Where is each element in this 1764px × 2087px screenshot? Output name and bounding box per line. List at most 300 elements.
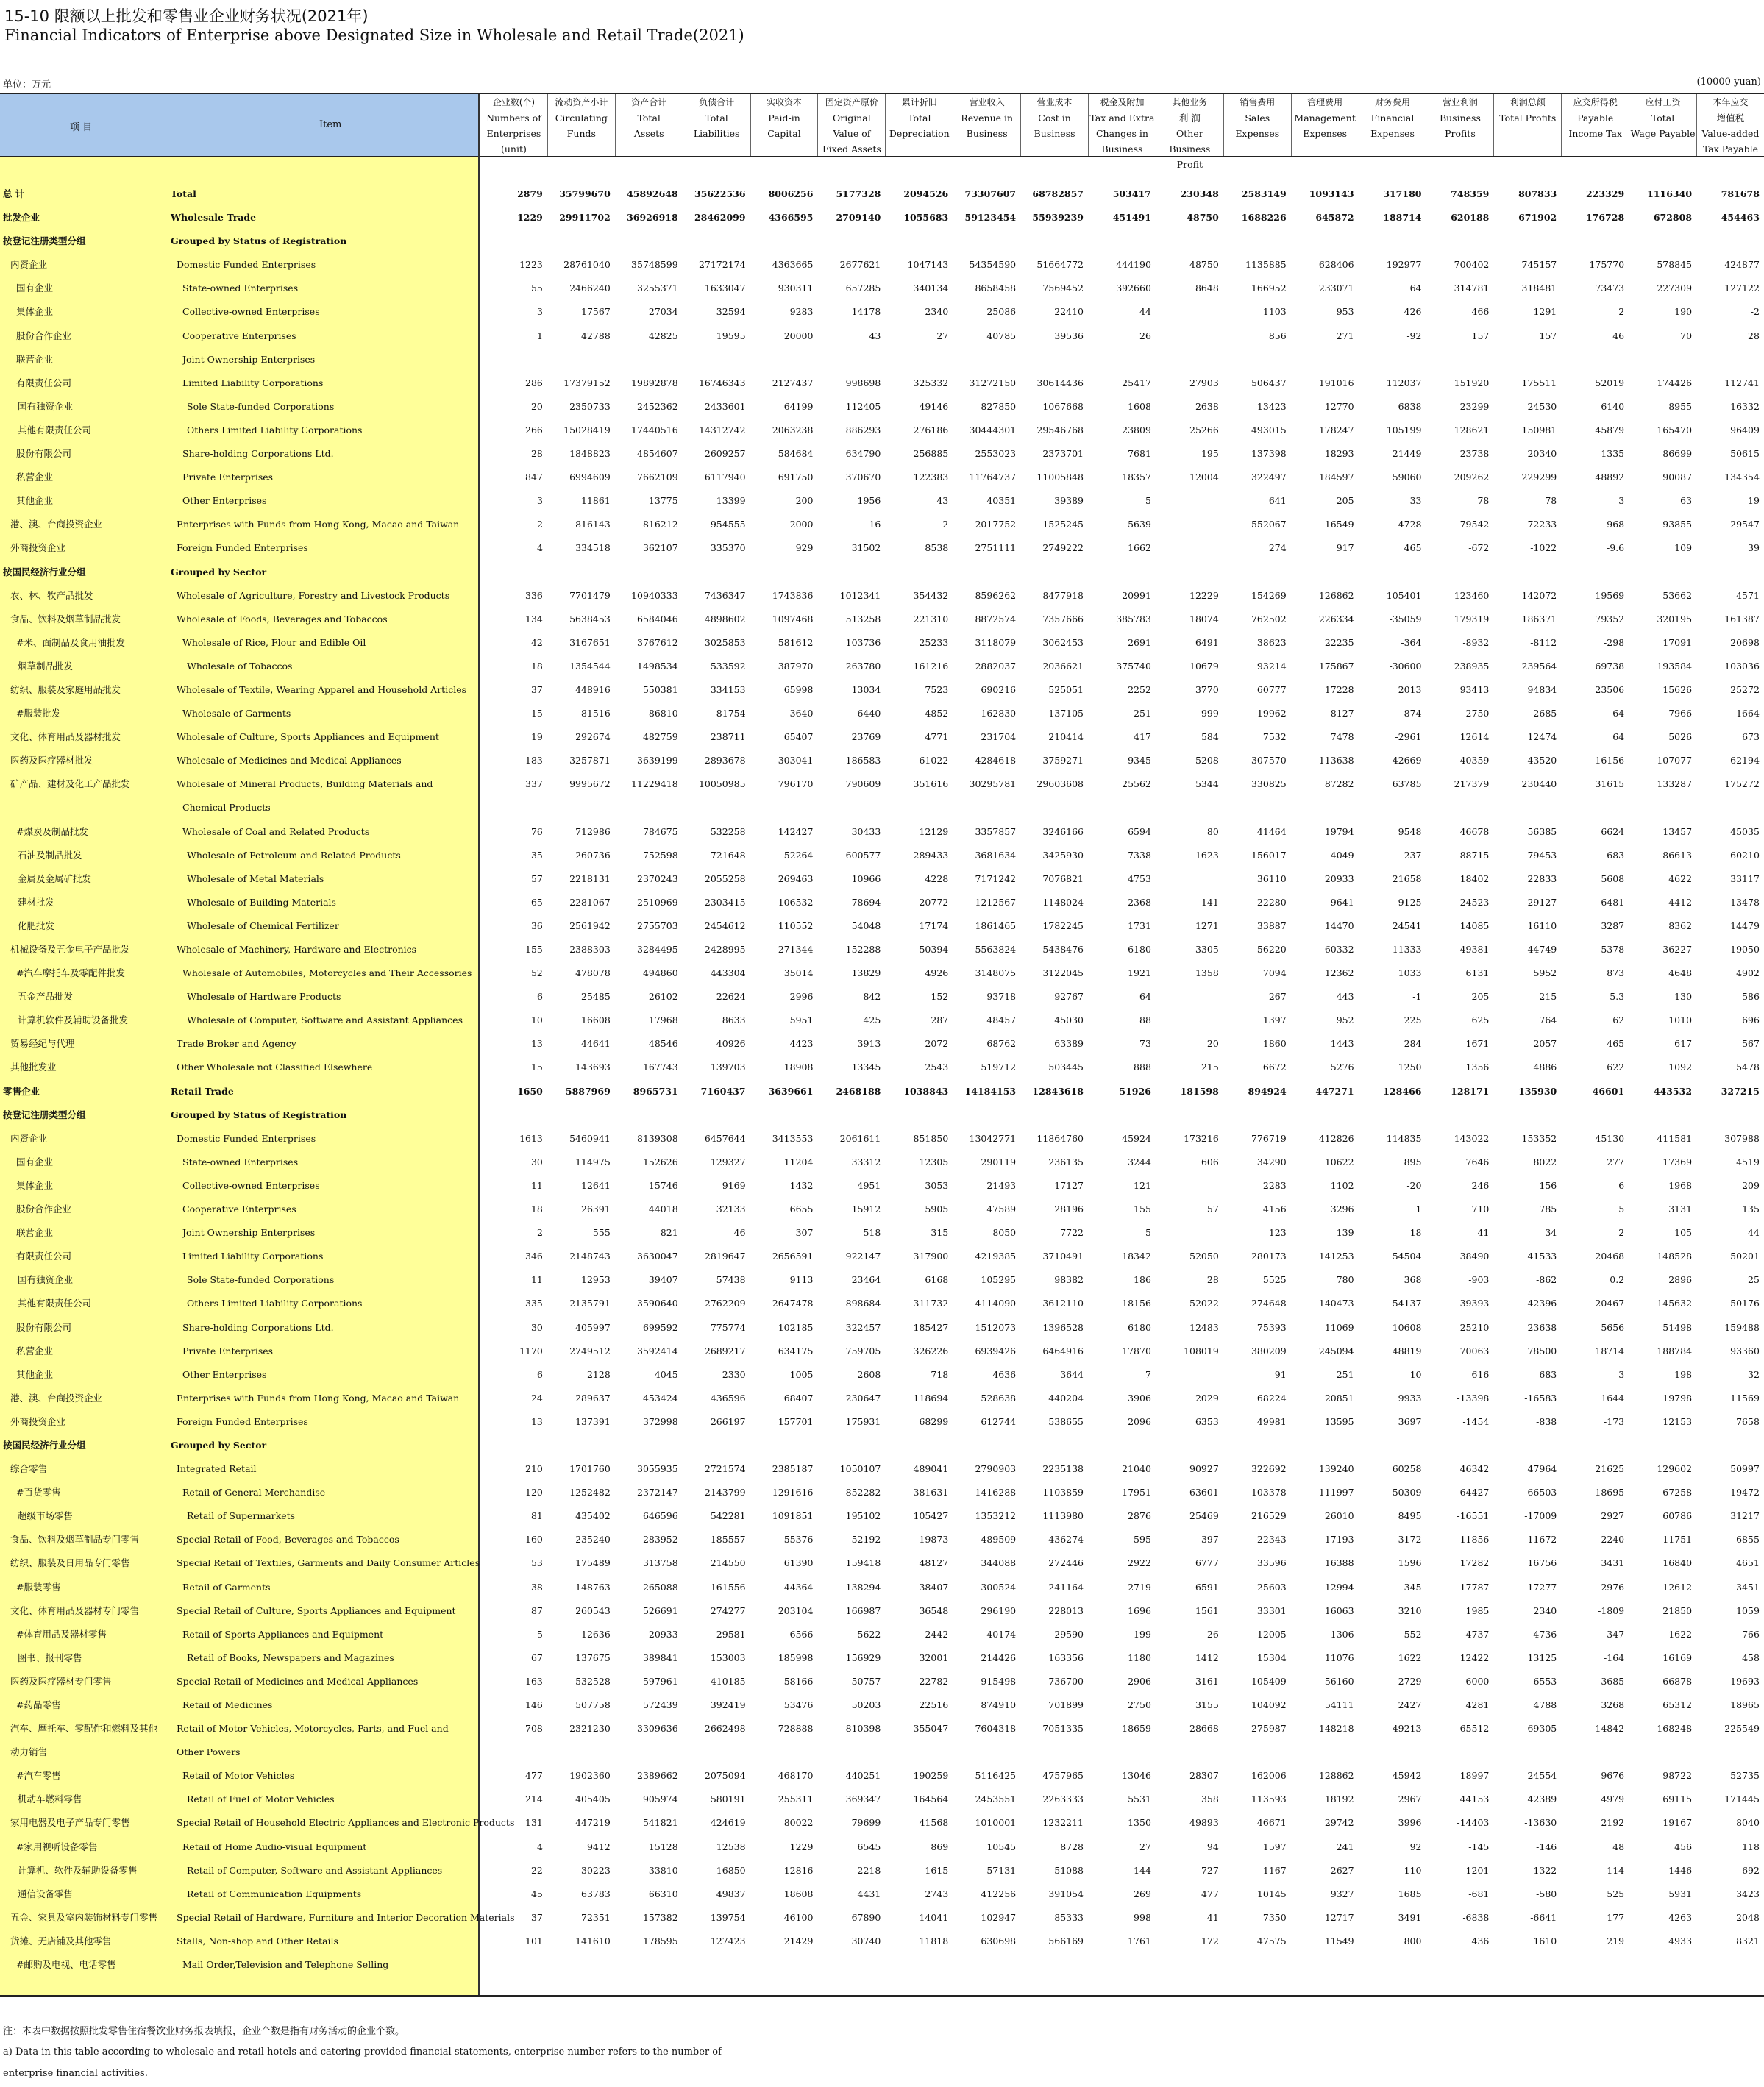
column-header-en: Total	[705, 113, 728, 124]
cell-value: 17277	[1527, 1581, 1557, 1593]
cell-value: 2762209	[704, 1298, 746, 1309]
cell-value: 351616	[913, 778, 949, 790]
cell-value: 6672	[1262, 1062, 1287, 1073]
cell-value: 2	[536, 1227, 543, 1239]
cell-value: 886293	[845, 424, 881, 435]
column-header-cn: 财务费用	[1375, 97, 1411, 107]
cell-value: 20340	[1527, 448, 1557, 460]
cell-value: 4412	[1668, 896, 1693, 908]
cell-value: 2281067	[569, 896, 611, 908]
cell-value: 2996	[789, 991, 814, 1003]
cell-value: 267	[1268, 991, 1287, 1003]
cell-value: 45035	[1730, 825, 1760, 837]
cell-value: 2094526	[903, 188, 949, 199]
row-label-en: Cooperative Enterprises	[182, 1204, 296, 1215]
cell-value: 477	[525, 1770, 543, 1782]
cell-value: 597961	[642, 1675, 678, 1687]
row-label-en: Private Enterprises	[182, 472, 274, 483]
cell-value: 93718	[986, 991, 1017, 1003]
row-values	[480, 678, 1764, 702]
cell-value: 4648	[1668, 967, 1693, 979]
cell-value: -4737	[1462, 1628, 1490, 1640]
cell-value: 65312	[1662, 1699, 1693, 1710]
cell-value: 29603608	[1036, 778, 1084, 790]
table-row	[0, 395, 1764, 419]
cell-value: 33810	[648, 1864, 678, 1876]
cell-value: 821	[660, 1227, 678, 1239]
cell-value: 683	[1539, 1368, 1557, 1380]
cell-value: 21625	[1595, 1463, 1625, 1475]
cell-value: 2709140	[836, 212, 881, 224]
row-values	[480, 1292, 1764, 1315]
cell-value: 3630047	[637, 1251, 678, 1262]
cell-value: 8040	[1736, 1817, 1760, 1829]
cell-value: 3996	[1398, 1817, 1422, 1829]
column-header-en: Business	[1439, 113, 1481, 124]
cell-value: 128466	[1383, 1085, 1422, 1097]
cell-value: 2340	[925, 306, 949, 318]
cell-value: 8596262	[975, 589, 1017, 601]
cell-value: 368	[1404, 1274, 1422, 1286]
cell-value: 2882037	[975, 660, 1017, 672]
cell-value: 63785	[1392, 778, 1422, 790]
cell-value: 322497	[1251, 472, 1287, 483]
cell-value: 30614436	[1036, 377, 1084, 388]
cell-value: 369347	[845, 1793, 881, 1805]
cell-value: 17968	[648, 1014, 678, 1026]
cell-value: 13478	[1730, 896, 1760, 908]
cell-value: 23638	[1527, 1321, 1557, 1333]
cell-value: 311732	[913, 1298, 949, 1309]
column-header-cn: 企业数(个)	[492, 97, 536, 107]
cell-value: 2263333	[1042, 1793, 1084, 1805]
cell-value: 3640	[789, 708, 814, 719]
cell-value: 18402	[1459, 872, 1490, 884]
cell-value: 39407	[648, 1274, 678, 1286]
cell-value: 12636	[581, 1628, 611, 1640]
cell-value: 4431	[857, 1888, 881, 1899]
cell-value: 672808	[1653, 212, 1693, 224]
row-label-en: Wholesale of Garments	[182, 708, 291, 719]
cell-value: 17228	[1324, 683, 1354, 695]
cell-value: 93855	[1662, 519, 1693, 530]
cell-value: 2303415	[704, 896, 746, 908]
row-values	[480, 725, 1764, 749]
cell-value: 641	[1268, 495, 1287, 507]
cell-value: 52192	[851, 1534, 881, 1546]
cell-value: 5116425	[975, 1770, 1017, 1782]
cell-value: 580191	[710, 1793, 746, 1805]
row-label-en: Wholesale of Machinery, Hardware and Electronics	[177, 944, 417, 955]
cell-value: 952	[1336, 1014, 1354, 1026]
cell-value: 47575	[1256, 1935, 1287, 1946]
cell-value: 26102	[648, 991, 678, 1003]
cell-value: 112037	[1386, 377, 1422, 388]
cell-value: 9125	[1398, 896, 1422, 908]
cell-value: 466	[1471, 306, 1490, 318]
row-label-cn: 图书、报刊零售	[18, 1652, 82, 1663]
cell-value: 269	[1134, 1888, 1151, 1899]
cell-value: 444190	[1116, 259, 1151, 271]
row-label-en: Grouped by Status of Registration	[171, 1109, 347, 1120]
cell-value: 453424	[642, 1392, 678, 1404]
cell-value: 1229	[517, 212, 543, 224]
cell-value: -13398	[1457, 1392, 1490, 1404]
cell-value: 3759271	[1042, 755, 1084, 767]
table-title-english: Financial Indicators of Enterprise above Designated Size in Wholesale and Retail Trade(2021)	[4, 26, 744, 44]
cell-value: 157	[1539, 330, 1557, 341]
row-label-cn: #家用视听设备零售	[16, 1841, 98, 1852]
column-header-en: Expenses	[1370, 128, 1415, 139]
column-header-cn: 实收资本	[767, 97, 803, 107]
cell-value: 1397	[1262, 1014, 1287, 1026]
cell-value: 81	[530, 1510, 543, 1522]
cell-value: 3309636	[637, 1723, 678, 1735]
cell-value: 7357666	[1042, 613, 1084, 625]
cell-value: 37	[530, 683, 543, 695]
cell-value: 3767612	[637, 636, 678, 648]
cell-value: 895	[1404, 1156, 1422, 1167]
row-label-cn: 计算机软件及辅助设备批发	[18, 1014, 129, 1026]
cell-value: 1761	[1128, 1935, 1151, 1946]
cell-value: 1671	[1465, 1038, 1490, 1050]
cell-value: 2096	[1128, 1415, 1151, 1427]
row-values	[480, 1080, 1764, 1103]
cell-value: 13125	[1527, 1652, 1557, 1663]
column-header-cn: 其他业务	[1172, 97, 1208, 107]
cell-value: 888	[1134, 1062, 1151, 1073]
table-row	[0, 1363, 1764, 1387]
cell-value: 690216	[981, 683, 1017, 695]
row-label-cn: 五金产品批发	[18, 991, 74, 1003]
row-label-en: Special Retail of Hardware, Furniture and Interior Decoration Materials	[177, 1911, 515, 1923]
cell-value: 4788	[1533, 1699, 1557, 1710]
cell-value: 98722	[1662, 1770, 1693, 1782]
cell-value: 12717	[1324, 1911, 1354, 1923]
row-label-cn: 国有企业	[16, 282, 54, 294]
cell-value: 245094	[1318, 1345, 1354, 1357]
cell-value: 6584046	[637, 613, 678, 625]
cell-value: 572439	[642, 1699, 678, 1710]
cell-value: 92	[1409, 1841, 1422, 1852]
cell-value: 15626	[1662, 683, 1693, 695]
cell-value: 20933	[1324, 872, 1354, 884]
row-label-cn: 建材批发	[18, 896, 55, 908]
cell-value: 143022	[1454, 1132, 1490, 1144]
cell-value: 3210	[1398, 1604, 1422, 1616]
cell-value: 790609	[845, 778, 881, 790]
cell-value: 109	[1674, 542, 1693, 554]
cell-value: 9327	[1330, 1888, 1354, 1899]
table-row	[0, 1316, 1764, 1340]
cell-value: 1432	[789, 1179, 814, 1191]
cell-value: 18695	[1595, 1487, 1625, 1498]
table-row	[0, 1906, 1764, 1930]
column-header	[1088, 94, 1156, 156]
cell-value: 3122045	[1042, 967, 1084, 979]
cell-value: 335370	[710, 542, 746, 554]
cell-value: 22	[530, 1864, 543, 1876]
cell-value: 44	[1748, 1227, 1760, 1239]
cell-value: 48750	[1189, 259, 1219, 271]
cell-value: 6	[536, 1368, 543, 1380]
cell-value: 2608	[857, 1368, 881, 1380]
cell-value: 20468	[1595, 1251, 1625, 1262]
cell-value: 20467	[1595, 1298, 1625, 1309]
row-label-cn: 外商投资企业	[10, 542, 66, 554]
cell-value: 69305	[1527, 1723, 1557, 1735]
cell-value: 55	[530, 282, 543, 294]
cell-value: 4898602	[704, 613, 746, 625]
cell-value: 103036	[1724, 660, 1760, 672]
table-row	[0, 1741, 1764, 1764]
cell-value: 195102	[845, 1510, 881, 1522]
cell-value: 16169	[1662, 1652, 1693, 1663]
row-values	[480, 182, 1764, 206]
cell-value: 42	[530, 636, 543, 648]
cell-value: 19	[1748, 495, 1760, 507]
cell-value: 188714	[1383, 212, 1422, 224]
cell-value: 35014	[783, 967, 814, 979]
cell-value: 2647478	[772, 1298, 814, 1309]
cell-value: 318481	[1521, 282, 1557, 294]
cell-value: 53	[530, 1557, 543, 1569]
cell-value: 139754	[710, 1911, 746, 1923]
row-label-cn: 汽车、摩托车、零配件和燃料及其他	[10, 1723, 158, 1735]
cell-value: -862	[1536, 1274, 1557, 1286]
cell-value: 118694	[913, 1392, 949, 1404]
cell-value: 11	[530, 1274, 543, 1286]
row-values	[480, 702, 1764, 725]
table-row	[0, 749, 1764, 772]
row-values	[480, 1906, 1764, 1930]
cell-value: 4366595	[768, 212, 814, 224]
cell-value: 10622	[1324, 1156, 1354, 1167]
cell-value: 90087	[1662, 472, 1693, 483]
cell-value: 2388303	[569, 944, 611, 955]
table-row	[0, 584, 1764, 608]
table-row	[0, 1410, 1764, 1434]
cell-value: 625	[1471, 1014, 1490, 1026]
cell-value: 1608	[1128, 400, 1151, 412]
cell-value: 46342	[1459, 1463, 1490, 1475]
cell-value: 25562	[1122, 778, 1151, 790]
table-row	[0, 1221, 1764, 1245]
column-header-cn: 营业利润	[1442, 97, 1478, 107]
cell-value: 3425930	[1042, 849, 1084, 861]
cell-value: 29127	[1527, 896, 1557, 908]
row-values	[480, 772, 1764, 796]
cell-value: 3246166	[1042, 825, 1084, 837]
cell-value: 25233	[919, 636, 949, 648]
cell-value: 230348	[1180, 188, 1219, 199]
cell-value: 1059	[1736, 1604, 1760, 1616]
cell-value: 25210	[1459, 1321, 1490, 1333]
cell-value: 18	[530, 660, 543, 672]
cell-value: 16840	[1662, 1557, 1693, 1569]
column-header-cn: 利润总额	[1509, 97, 1546, 107]
cell-value: 88715	[1459, 849, 1490, 861]
cell-value: 63783	[581, 1888, 611, 1899]
cell-value: 7	[1145, 1368, 1151, 1380]
cell-value: 417	[1134, 731, 1151, 743]
cell-value: 345	[1404, 1581, 1422, 1593]
cell-value: 1622	[1398, 1652, 1422, 1663]
column-header-en: Liabilities	[693, 128, 740, 139]
row-label-en: Retail of Home Audio-visual Equipment	[182, 1841, 367, 1852]
cell-value: 372998	[642, 1415, 678, 1427]
cell-value: 2135791	[569, 1298, 611, 1309]
cell-value: 38	[530, 1581, 543, 1593]
cell-value: 411581	[1657, 1132, 1693, 1144]
cell-value: 4926	[925, 967, 949, 979]
row-values	[480, 466, 1764, 489]
row-label-cn: 股份有限公司	[16, 1321, 72, 1333]
cell-value: 915498	[981, 1675, 1017, 1687]
cell-value: 1353212	[975, 1510, 1017, 1522]
cell-value: 1848823	[569, 448, 611, 460]
header-item-label-chinese: 项 目	[70, 122, 93, 133]
cell-value: 137398	[1251, 448, 1287, 460]
cell-value: 538655	[1048, 1415, 1084, 1427]
cell-value: 191016	[1318, 377, 1354, 388]
cell-value: 75393	[1256, 1321, 1287, 1333]
cell-value: 3491	[1398, 1911, 1422, 1923]
unit-label-english: (10000 yuan)	[1696, 77, 1761, 88]
table-row	[0, 1009, 1764, 1032]
cell-value: 18997	[1459, 1770, 1490, 1782]
cell-value: 64	[1409, 282, 1422, 294]
cell-value: 209262	[1454, 472, 1490, 483]
cell-value: 185557	[710, 1534, 746, 1546]
cell-value: 47964	[1527, 1463, 1557, 1475]
cell-value: 50201	[1730, 1251, 1760, 1262]
cell-value: 2454612	[704, 920, 746, 931]
row-values	[480, 749, 1764, 772]
cell-value: 15912	[851, 1204, 881, 1215]
cell-value: 630698	[981, 1935, 1017, 1946]
table-row	[0, 1623, 1764, 1646]
row-values	[480, 844, 1764, 867]
row-label-cn: 综合零售	[10, 1463, 48, 1475]
row-label-en: Trade Broker and Agency	[177, 1038, 296, 1050]
cell-value: 19050	[1730, 944, 1760, 955]
row-label-cn: 其他企业	[16, 1368, 54, 1380]
cell-value: 8127	[1330, 708, 1354, 719]
cell-value: 78500	[1527, 1345, 1557, 1357]
cell-value: 2433601	[704, 400, 746, 412]
row-values	[480, 1504, 1764, 1528]
table-row	[0, 1056, 1764, 1079]
column-header-en: (unit)	[501, 143, 527, 154]
cell-value: 4263	[1668, 1911, 1693, 1923]
cell-value: 1167	[1262, 1864, 1287, 1876]
row-label-en: Private Enterprises	[182, 1345, 274, 1357]
cell-value: 6	[536, 991, 543, 1003]
row-label-cn: 联营企业	[16, 353, 54, 365]
table-row	[0, 489, 1764, 513]
cell-value: 436596	[710, 1392, 746, 1404]
row-label-en: Wholesale Trade	[171, 212, 257, 224]
cell-value: 33887	[1256, 920, 1287, 931]
cell-value: 759705	[845, 1345, 881, 1357]
row-label-en: Chemical Products	[182, 802, 271, 814]
cell-value: 23299	[1459, 400, 1490, 412]
column-header-en: Changes in	[1095, 128, 1148, 139]
row-label-en: Special Retail of Food, Beverages and Tobaccos	[177, 1534, 399, 1546]
cell-value: 736700	[1048, 1675, 1084, 1687]
cell-value: 5531	[1128, 1793, 1151, 1805]
cell-value: 692	[1742, 1864, 1760, 1876]
cell-value: -1022	[1530, 542, 1557, 554]
row-label-cn: 批发企业	[3, 212, 40, 224]
cell-value: 12004	[1189, 472, 1219, 483]
cell-value: 14178	[851, 306, 881, 318]
cell-value: 30	[530, 1321, 543, 1333]
table-row	[0, 1387, 1764, 1410]
cell-value: 2072	[925, 1038, 949, 1050]
cell-value: 6	[1618, 1179, 1625, 1191]
cell-value: 3451	[1736, 1581, 1760, 1593]
cell-value: 8495	[1398, 1510, 1422, 1522]
row-label-cn: 股份有限公司	[16, 448, 72, 460]
cell-value: 138294	[845, 1581, 881, 1593]
cell-value: 5952	[1533, 967, 1557, 979]
row-label-en: Cooperative Enterprises	[182, 330, 296, 341]
cell-value: 443304	[710, 967, 746, 979]
cell-value: 405997	[575, 1321, 611, 1333]
column-header-en: Total	[908, 113, 931, 124]
cell-value: 14085	[1459, 920, 1490, 931]
cell-value: 3244	[1128, 1156, 1151, 1167]
cell-value: 2057	[1533, 1038, 1557, 1050]
cell-value: 23738	[1459, 448, 1490, 460]
cell-value: 156929	[845, 1652, 881, 1663]
row-values	[480, 820, 1764, 844]
cell-value: 29590	[1054, 1628, 1084, 1640]
cell-value: 387970	[778, 660, 814, 672]
cell-value: 41568	[919, 1817, 949, 1829]
cell-value: 1921	[1128, 967, 1151, 979]
cell-value: 10966	[851, 872, 881, 884]
cell-value: 3770	[1195, 683, 1219, 695]
table-row	[0, 772, 1764, 796]
cell-value: 7604318	[975, 1723, 1017, 1735]
cell-value: 35	[530, 849, 543, 861]
row-label-cn: 按国民经济行业分组	[3, 566, 86, 577]
cell-value: 2719	[1128, 1581, 1151, 1593]
table-row	[0, 300, 1764, 324]
cell-value: 506437	[1251, 377, 1287, 388]
cell-value: 1306	[1330, 1628, 1354, 1640]
cell-value: 184597	[1318, 472, 1354, 483]
cell-value: 46	[1612, 330, 1625, 341]
cell-value: 66310	[648, 1888, 678, 1899]
column-header-en: Income Tax	[1568, 128, 1622, 139]
cell-value: 1597	[1262, 1841, 1287, 1852]
column-header	[683, 94, 750, 156]
cell-value: 42669	[1392, 755, 1422, 767]
cell-value: 20851	[1324, 1392, 1354, 1404]
cell-value: 898684	[845, 1298, 881, 1309]
cell-value: 19	[530, 731, 543, 743]
cell-value: -8932	[1462, 636, 1490, 648]
row-label-cn: 联营企业	[16, 1227, 54, 1239]
cell-value: 776719	[1251, 1132, 1287, 1144]
row-label-en: Domestic Funded Enterprises	[177, 1132, 316, 1144]
row-label-en: Foreign Funded Enterprises	[177, 1415, 308, 1427]
row-label-cn: 私营企业	[16, 1345, 54, 1357]
